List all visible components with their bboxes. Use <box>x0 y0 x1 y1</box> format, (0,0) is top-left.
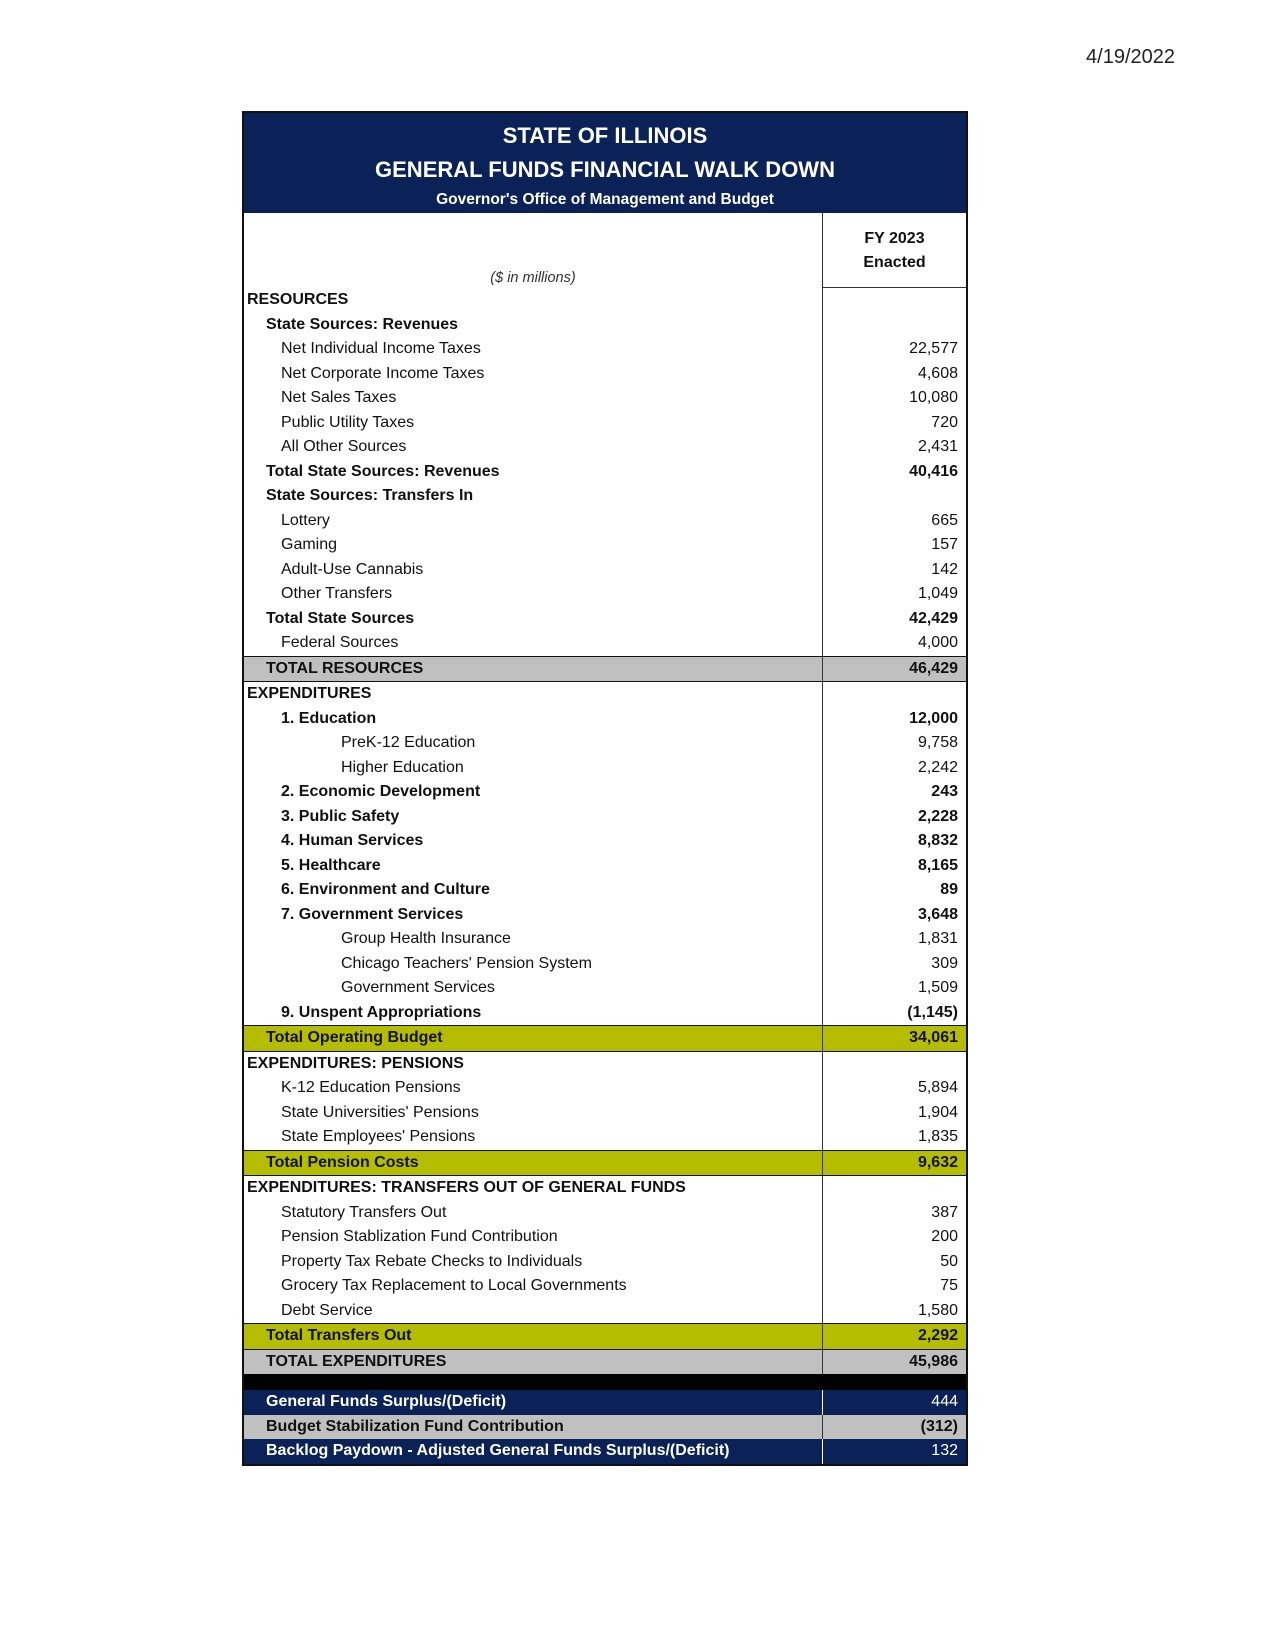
row-label: Group Health Insurance <box>341 930 511 947</box>
row-label: 6. Environment and Culture <box>281 881 490 898</box>
row-value: 200 <box>822 1225 966 1250</box>
row-value: 8,832 <box>822 829 966 854</box>
row-value: 444 <box>822 1390 966 1415</box>
table-row <box>244 1025 966 1052</box>
table-row <box>244 854 966 879</box>
row-label: 4. Human Services <box>281 832 424 849</box>
table-row <box>244 631 966 656</box>
row-label: Backlog Paydown - Adjusted General Funds Surplus/(Deficit) <box>266 1442 730 1459</box>
table-row <box>244 731 966 756</box>
row-label: Other Transfers <box>281 585 393 602</box>
row-value: 9,632 <box>822 1151 966 1176</box>
fy-label: FY 2023 <box>864 230 925 247</box>
row-label: PreK-12 Education <box>341 734 476 751</box>
row-label: Adult-Use Cannabis <box>281 560 424 578</box>
row-label: Total Operating Budget <box>266 1029 443 1046</box>
row-value: 1,904 <box>822 1101 966 1126</box>
units-label: ($ in millions) <box>490 270 576 286</box>
table-row <box>244 411 966 436</box>
table-row <box>244 952 966 977</box>
row-value: 2,292 <box>822 1324 966 1349</box>
table-row <box>244 1274 966 1299</box>
table-row <box>244 656 966 683</box>
row-label: Statutory Transfers Out <box>281 1203 447 1221</box>
row-label: All Other Sources <box>281 438 407 455</box>
table-row <box>244 1125 966 1150</box>
row-value: 3,648 <box>822 903 966 928</box>
row-value: 50 <box>822 1250 966 1275</box>
row-value: 46,429 <box>822 657 966 682</box>
row-label: Pension Stablization Fund Contribution <box>281 1228 558 1245</box>
row-value: 1,831 <box>822 927 966 952</box>
table-row <box>244 1150 966 1177</box>
table-row <box>244 484 966 509</box>
row-value: 8,165 <box>822 854 966 879</box>
row-label: EXPENDITURES: TRANSFERS OUT OF GENERAL FUNDS <box>247 1179 686 1196</box>
title-state: STATE OF ILLINOIS <box>502 123 708 148</box>
row-label: Higher Education <box>341 758 464 776</box>
table-row <box>244 780 966 805</box>
row-label: Budget Stabilization Fund Contribution <box>266 1417 564 1435</box>
row-value: 1,580 <box>822 1299 966 1324</box>
row-label: State Sources: Transfers In <box>266 487 474 504</box>
table-row <box>244 313 966 338</box>
table-row <box>244 756 966 781</box>
table-row <box>244 533 966 558</box>
table-row <box>244 558 966 583</box>
row-label: Net Sales Taxes <box>281 389 397 406</box>
row-label: General Funds Surplus/(Deficit) <box>266 1393 507 1410</box>
row-label: State Universities' Pensions <box>281 1103 479 1121</box>
table-row <box>244 288 966 313</box>
row-label: Total State Sources: Revenues <box>266 462 500 480</box>
row-label: Gaming <box>281 536 338 553</box>
row-value <box>822 1052 966 1077</box>
row-value: 75 <box>822 1274 966 1299</box>
table-row <box>244 1299 966 1324</box>
row-value: 22,577 <box>822 337 966 362</box>
row-label: K-12 Education Pensions <box>281 1079 461 1096</box>
row-value: 42,429 <box>822 607 966 632</box>
row-value: 34,061 <box>822 1026 966 1051</box>
walk-down-table <box>242 111 968 1466</box>
row-label: 7. Government Services <box>281 905 464 923</box>
table-row <box>244 927 966 952</box>
table-row <box>244 509 966 534</box>
table-row <box>244 1225 966 1250</box>
row-value: 132 <box>822 1439 966 1464</box>
column-header-row <box>244 213 966 288</box>
table-row <box>244 1201 966 1226</box>
row-label: Property Tax Rebate Checks to Individuals <box>281 1252 583 1270</box>
table-row <box>244 1250 966 1275</box>
row-label: 9. Unspent Appropriations <box>281 1003 482 1021</box>
row-value: (1,145) <box>822 1001 966 1026</box>
row-value: 10,080 <box>822 386 966 411</box>
row-label: TOTAL EXPENDITURES <box>266 1352 447 1370</box>
table-row <box>244 1415 966 1440</box>
units-cell <box>244 213 822 288</box>
table-row <box>244 1001 966 1026</box>
row-value: 142 <box>822 558 966 583</box>
row-value: 1,049 <box>822 582 966 607</box>
row-label: State Sources: Revenues <box>266 315 459 333</box>
row-label: Government Services <box>341 979 495 996</box>
table-row <box>244 337 966 362</box>
row-label: Total Pension Costs <box>266 1153 419 1171</box>
table-row <box>244 1052 966 1077</box>
table-body <box>244 288 966 1464</box>
row-label: EXPENDITURES: PENSIONS <box>247 1054 464 1072</box>
row-value: 5,894 <box>822 1076 966 1101</box>
table-row <box>244 878 966 903</box>
row-label: Public Utility Taxes <box>281 413 415 431</box>
row-label: State Employees' Pensions <box>281 1128 476 1145</box>
title-report: GENERAL FUNDS FINANCIAL WALK DOWN <box>375 157 835 182</box>
row-value: 387 <box>822 1201 966 1226</box>
table-row <box>244 582 966 607</box>
row-value <box>822 484 966 509</box>
subtitle-office: Governor's Office of Management and Budget <box>436 191 774 208</box>
spacer-row <box>244 1374 966 1390</box>
row-label: 3. Public Safety <box>281 807 400 825</box>
fy-status: Enacted <box>863 254 926 271</box>
row-value <box>822 682 966 707</box>
row-value: 157 <box>822 533 966 558</box>
table-row <box>244 829 966 854</box>
table-row <box>244 1176 966 1201</box>
fy-column-header <box>822 213 966 288</box>
table-row <box>244 1076 966 1101</box>
row-label: Net Corporate Income Taxes <box>281 364 485 382</box>
table-row <box>244 386 966 411</box>
row-label: Lottery <box>281 511 330 529</box>
row-label: 1. Education <box>281 709 377 727</box>
row-value: 2,431 <box>822 435 966 460</box>
row-value: 2,242 <box>822 756 966 781</box>
row-value <box>822 1176 966 1201</box>
row-label: Grocery Tax Replacement to Local Governments <box>281 1277 627 1294</box>
table-row <box>244 1101 966 1126</box>
table-row <box>244 903 966 928</box>
table-row <box>244 682 966 707</box>
table-header <box>244 113 966 213</box>
row-value: 2,228 <box>822 805 966 830</box>
row-value: 243 <box>822 780 966 805</box>
table-row <box>244 976 966 1001</box>
table-row <box>244 805 966 830</box>
print-date: 4/19/2022 <box>1086 46 1175 68</box>
table-row <box>244 1350 966 1375</box>
row-label: TOTAL RESOURCES <box>266 659 424 677</box>
row-label: RESOURCES <box>247 291 349 308</box>
row-label: EXPENDITURES <box>247 685 372 702</box>
table-row <box>244 460 966 485</box>
row-label: Total State Sources <box>266 609 415 627</box>
row-label: Federal Sources <box>281 634 399 651</box>
table-row <box>244 362 966 387</box>
table-row <box>244 607 966 632</box>
row-label: Total Transfers Out <box>266 1327 412 1344</box>
row-value: 4,000 <box>822 631 966 656</box>
row-label: Debt Service <box>281 1301 373 1319</box>
table-row <box>244 1439 966 1464</box>
row-value <box>822 288 966 313</box>
row-value: 4,608 <box>822 362 966 387</box>
row-value: 309 <box>822 952 966 977</box>
row-value <box>822 313 966 338</box>
row-value: (312) <box>822 1415 966 1440</box>
row-value: 720 <box>822 411 966 436</box>
row-label: Net Individual Income Taxes <box>281 340 481 357</box>
row-value: 40,416 <box>822 460 966 485</box>
row-label: 2. Economic Development <box>281 783 481 800</box>
table-row <box>244 435 966 460</box>
table-row <box>244 1323 966 1350</box>
row-value: 665 <box>822 509 966 534</box>
row-label: 5. Healthcare <box>281 856 381 874</box>
row-value: 45,986 <box>822 1350 966 1375</box>
row-value: 9,758 <box>822 731 966 756</box>
table-row <box>244 707 966 732</box>
table-row <box>244 1390 966 1415</box>
row-label: Chicago Teachers' Pension System <box>341 954 592 972</box>
row-value: 1,509 <box>822 976 966 1001</box>
row-value: 1,835 <box>822 1125 966 1150</box>
row-value: 89 <box>822 878 966 903</box>
row-value: 12,000 <box>822 707 966 732</box>
